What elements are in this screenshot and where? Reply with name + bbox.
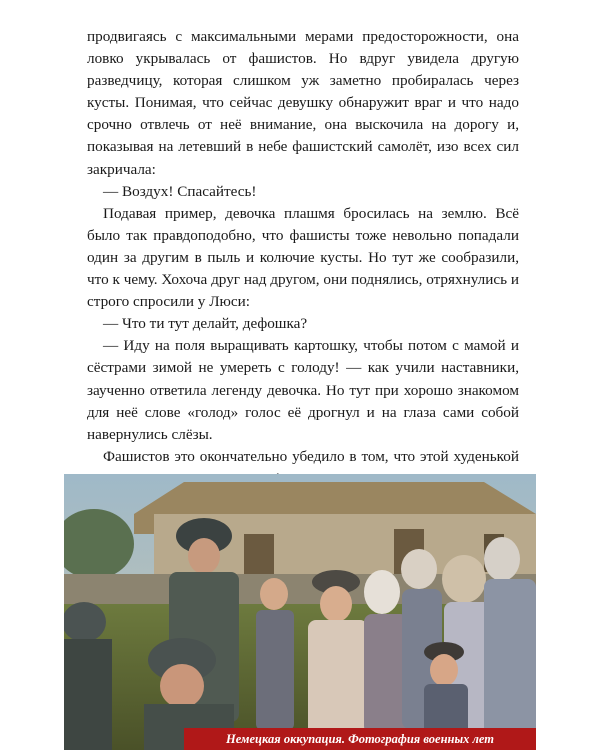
paragraph: Подавая пример, девочка плашмя бросилась на землю. Всё было так правдоподобно, что фашисты тоже невольно попадали один за другим в пыль и колючие кусты. Но тут же сообразили, что к чему. Хохоча друг над другом, они поднялись, отряхнулись и строго спросили у Люси:: [87, 204, 519, 311]
war-photo: [64, 474, 536, 750]
paragraph: продвигаясь с максимальными мерами предосторожности, она ловко укрывалась от фашистов. Но вдруг увидела другую разведчицу, которая слишком уж заметно пробиралась через кусты. Понимая, что сейчас девушку обнаружит враг и что надо срочно отвлечь от неё внимание, она выскочила на дорогу и, показывая на летевший в небе фашистский самолёт, изо всех сил закричала:: [87, 28, 519, 178]
paragraph: — Что ти тут делайт, дефошка?: [103, 315, 308, 333]
paragraph: — Иду на поля выращивать картошку, чтобы потом с мамой и сёстрами зимой не умереть с голоду! — как учили наставники, заученно ответила легенду девочка. Но тут при хорошо знакомом для неё слове «голод» голос её дрогнул и на глаза сами собой навернулись слёзы.: [87, 337, 519, 443]
photo-illustration: [64, 474, 536, 750]
paragraph: — Воздух! Спасайтесь!: [103, 182, 257, 200]
photo-caption: Немецкая оккупация. Фотография военных лет: [184, 728, 536, 750]
body-text: [87, 26, 519, 534]
paragraph: Фашистов это окончательно убедило в том, что этой худенькой: [103, 447, 519, 465]
